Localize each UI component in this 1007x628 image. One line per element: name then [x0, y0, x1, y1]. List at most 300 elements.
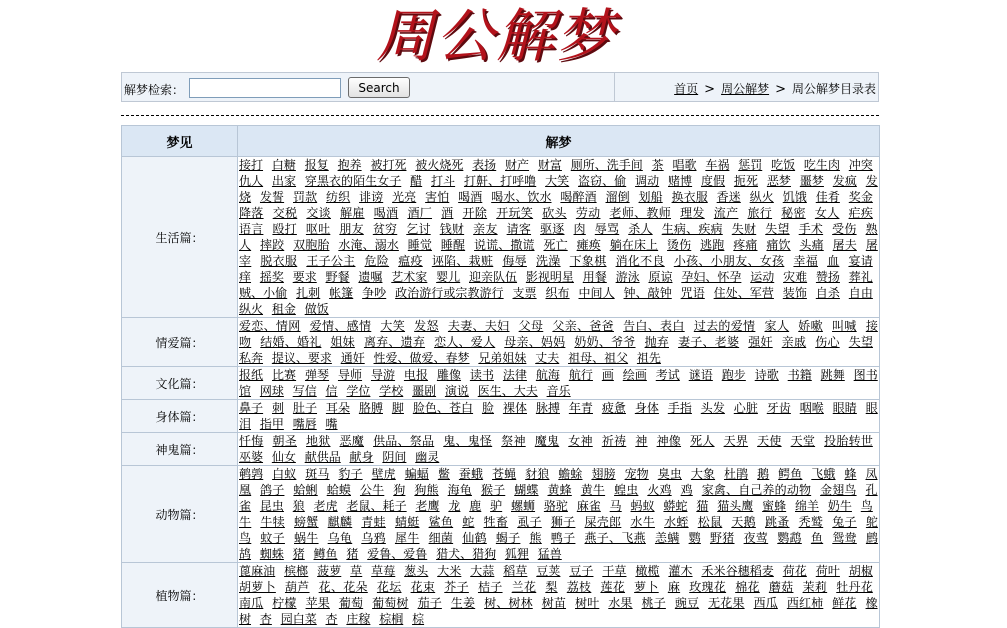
dream-link[interactable]: 蝎子 [495, 531, 521, 545]
dream-link[interactable]: 狗熊 [414, 483, 439, 497]
dream-link[interactable]: 麻雀 [576, 499, 601, 513]
dream-link[interactable]: 犀牛 [394, 531, 420, 545]
dream-link[interactable]: 斑马 [305, 467, 330, 481]
dream-link[interactable]: 孔雀 [239, 483, 878, 513]
dream-link[interactable]: 王子公主 [306, 254, 356, 268]
dream-link[interactable]: 呕吐 [305, 222, 331, 236]
dream-link[interactable]: 耳朵 [325, 401, 351, 415]
dream-link[interactable]: 草莓 [371, 564, 396, 578]
dream-link[interactable]: 头痛 [799, 238, 824, 252]
dream-link[interactable]: 饥饿 [782, 190, 807, 204]
dream-link[interactable]: 夫妻、夫妇 [447, 319, 510, 333]
dream-link[interactable]: 接吻 [239, 319, 878, 349]
dream-link[interactable]: 划船 [638, 190, 663, 204]
dream-link[interactable]: 蜘蛛 [259, 547, 284, 561]
dream-link[interactable]: 蜜蜂 [762, 499, 787, 513]
dream-link[interactable]: 蝙蝠 [404, 467, 429, 481]
dream-link[interactable]: 住处、军营 [713, 286, 774, 300]
dream-link[interactable]: 中间人 [578, 286, 615, 300]
dream-link[interactable]: 生病、疾病 [661, 222, 723, 236]
dream-link[interactable]: 柠檬 [272, 596, 297, 610]
dream-link[interactable]: 恶魔 [339, 434, 365, 448]
site-logo[interactable]: 周公解梦 [376, 2, 617, 70]
dream-link[interactable]: 水淹、溺水 [338, 238, 399, 252]
dream-link[interactable]: 醋 [410, 174, 423, 188]
dream-link[interactable]: 树苗 [541, 596, 567, 610]
dream-link[interactable]: 穿黑衣的陌生女子 [304, 174, 402, 188]
dream-link[interactable]: 书籍 [787, 368, 812, 382]
dream-link[interactable]: 屠夫 [832, 238, 857, 252]
dream-link[interactable]: 脚 [391, 401, 404, 415]
dream-link[interactable]: 杏 [325, 612, 338, 626]
dream-link[interactable]: 赞扬 [815, 270, 840, 284]
dream-link[interactable]: 医生、大夫 [477, 384, 538, 398]
dream-link[interactable]: 娇嗽 [798, 319, 823, 333]
dream-link[interactable]: 吃生肉 [803, 158, 840, 172]
dream-link[interactable]: 天堂 [790, 434, 816, 448]
dream-link[interactable]: 蛤蜊 [293, 483, 318, 497]
dream-link[interactable]: 赌博 [668, 174, 693, 188]
dream-link[interactable]: 飞蛾 [811, 467, 836, 481]
dream-link[interactable]: 财富 [537, 158, 562, 172]
dream-link[interactable]: 鳄鱼 [778, 467, 803, 481]
dream-link[interactable]: 花坛 [376, 580, 402, 594]
dream-link[interactable]: 父母 [518, 319, 544, 333]
dream-link[interactable]: 流产 [713, 206, 739, 220]
dream-link[interactable]: 壁虎 [371, 467, 396, 481]
dream-link[interactable]: 麒麟 [327, 515, 353, 529]
dream-link[interactable]: 开除 [462, 206, 488, 220]
dream-link[interactable]: 鼻子 [239, 401, 264, 415]
dream-link[interactable]: 发怒 [414, 319, 439, 333]
dream-link[interactable]: 肚子 [292, 401, 318, 415]
dream-link[interactable]: 鸭子 [550, 531, 576, 545]
dream-link[interactable]: 说谎、撒谎 [474, 238, 535, 252]
dream-link[interactable]: 园白菜 [280, 612, 317, 626]
dream-link[interactable]: 离弃、遗弃 [363, 335, 426, 349]
dream-link[interactable]: 女神 [568, 434, 593, 448]
dream-link[interactable]: 手指 [667, 401, 692, 415]
dream-link[interactable]: 比赛 [271, 368, 297, 382]
dream-link[interactable]: 砍头 [542, 206, 567, 220]
dream-link[interactable]: 用餐 [582, 270, 607, 284]
dream-link[interactable]: 葫芦 [284, 580, 310, 594]
dream-link[interactable]: 下象棋 [569, 254, 607, 268]
dream-link[interactable]: 葱头 [404, 564, 429, 578]
dream-link[interactable]: 翅膀 [591, 467, 616, 481]
dream-link[interactable]: 受伤 [832, 222, 857, 236]
dream-link[interactable]: 老鹰 [415, 499, 440, 513]
dream-link[interactable]: 写信 [292, 384, 317, 398]
dream-link[interactable]: 野猪 [709, 531, 735, 545]
dream-link[interactable]: 请客 [506, 222, 532, 236]
dream-link[interactable]: 狐狸 [504, 547, 529, 561]
dream-link[interactable]: 性爱、做爱、春梦 [373, 351, 470, 365]
dream-link[interactable]: 年青 [568, 401, 593, 415]
dream-link[interactable]: 蓖麻油 [239, 564, 276, 578]
dream-link[interactable]: 狗 [393, 483, 406, 497]
dream-link[interactable]: 换衣服 [671, 190, 708, 204]
dream-link[interactable]: 噩剧 [412, 384, 437, 398]
dream-link[interactable]: 菠萝 [317, 564, 342, 578]
dream-link[interactable]: 迎亲队伍 [469, 270, 518, 284]
dream-link[interactable]: 茉莉 [802, 580, 828, 594]
dream-link[interactable]: 老师、教师 [609, 206, 671, 220]
dream-link[interactable]: 水蛭 [664, 515, 689, 529]
dream-link[interactable]: 危险 [364, 254, 390, 268]
dream-link[interactable]: 失望 [848, 335, 873, 349]
dream-link[interactable]: 理发 [680, 206, 705, 220]
dream-link[interactable]: 稻草 [503, 564, 528, 578]
dream-link[interactable]: 桔子 [477, 580, 503, 594]
dream-link[interactable]: 阴间 [382, 450, 407, 464]
dream-link[interactable]: 巫婆 [239, 450, 264, 464]
dream-link[interactable]: 导师 [337, 368, 363, 382]
dream-link[interactable]: 橡树 [239, 596, 878, 626]
dream-link[interactable]: 考试 [655, 368, 680, 382]
dream-link[interactable]: 做饭 [304, 302, 329, 316]
dream-link[interactable]: 瘫痪 [576, 238, 601, 252]
dream-link[interactable]: 玫瑰花 [689, 580, 727, 594]
dream-link[interactable]: 猪 [292, 547, 305, 561]
dream-link[interactable]: 臭虫 [657, 467, 682, 481]
dream-link[interactable]: 鸳鸯 [832, 531, 857, 545]
dream-link[interactable]: 老虎 [313, 499, 338, 513]
dream-link[interactable]: 猎犬、猎狗 [436, 547, 497, 561]
dream-link[interactable]: 诽谤 [359, 190, 384, 204]
dream-link[interactable]: 祖母、祖父 [568, 351, 629, 365]
dream-link[interactable]: 法律 [502, 368, 527, 382]
dream-link[interactable]: 秃鹫 [798, 515, 824, 529]
dream-link[interactable]: 洗澡 [536, 254, 561, 268]
dream-link[interactable]: 牙齿 [766, 401, 791, 415]
dream-link[interactable]: 游泳 [615, 270, 640, 284]
dream-link[interactable]: 疲惫 [601, 401, 626, 415]
dream-link[interactable]: 父亲、爸爸 [552, 319, 614, 333]
dream-link[interactable]: 导游 [370, 368, 396, 382]
dream-link[interactable]: 树叶 [575, 596, 600, 610]
dream-link[interactable]: 庄稼 [346, 612, 371, 626]
dream-link[interactable]: 大象 [690, 467, 716, 481]
dream-link[interactable]: 诬陷、栽赃 [431, 254, 494, 268]
dream-link[interactable]: 贼、小偷 [239, 286, 288, 300]
dream-link[interactable]: 雕像 [436, 368, 462, 382]
dream-link[interactable]: 脸色、苍白 [412, 401, 474, 415]
dream-link[interactable]: 钟、敲钟 [623, 286, 672, 300]
dream-link[interactable]: 芥子 [444, 580, 469, 594]
dream-link[interactable]: 恶梦 [766, 174, 791, 188]
dream-link[interactable]: 供品、祭品 [373, 434, 435, 448]
dream-link[interactable]: 鸟 [860, 499, 873, 513]
dream-link[interactable]: 脸 [481, 401, 495, 415]
dream-link[interactable]: 告白、表白 [623, 319, 685, 333]
dream-link[interactable]: 蘑菇 [768, 580, 794, 594]
dream-link[interactable]: 跳舞 [820, 368, 845, 382]
dream-link[interactable]: 脱衣服 [260, 254, 298, 268]
dream-link[interactable]: 宠物 [624, 467, 649, 481]
dream-link[interactable]: 网球 [259, 384, 284, 398]
dream-link[interactable]: 摇奖 [259, 270, 284, 284]
dream-link[interactable]: 鳟鱼 [313, 547, 338, 561]
dream-link[interactable]: 心脏 [733, 401, 758, 415]
dream-link[interactable]: 恙螨 [654, 531, 680, 545]
dream-link[interactable]: 度假 [700, 174, 726, 188]
dream-link[interactable]: 交谈 [306, 206, 331, 220]
dream-link[interactable]: 织布 [545, 286, 570, 300]
dream-link[interactable]: 大蒜 [470, 564, 495, 578]
dream-link[interactable]: 开玩笑 [496, 206, 534, 220]
dream-link[interactable]: 绵羊 [795, 499, 820, 513]
dream-link[interactable]: 小孩、小朋友、女孩 [673, 254, 785, 268]
dream-link[interactable]: 打鼾、打呼噜 [463, 174, 537, 188]
dream-link[interactable]: 火鸡 [647, 483, 672, 497]
dream-link[interactable]: 猛兽 [537, 547, 562, 561]
dream-link[interactable]: 牲畜 [483, 515, 509, 529]
dream-link[interactable]: 痒 [239, 270, 252, 284]
dream-link[interactable]: 豆子 [569, 564, 594, 578]
breadcrumb-home-link[interactable]: 首页 [674, 82, 699, 96]
dream-link[interactable]: 摔跤 [260, 238, 285, 252]
dream-link[interactable]: 牛犊 [260, 515, 285, 529]
dream-link[interactable]: 冲突 [848, 158, 873, 172]
dream-link[interactable]: 鸽子 [260, 483, 285, 497]
dream-link[interactable]: 桃子 [641, 596, 666, 610]
dream-link[interactable]: 公牛 [359, 483, 385, 497]
dream-link[interactable]: 疼痛 [733, 238, 758, 252]
dream-link[interactable]: 结婚、婚礼 [260, 335, 322, 349]
dream-link[interactable]: 黄牛 [580, 483, 606, 497]
dream-link[interactable]: 胡萝卜 [239, 580, 276, 594]
dream-link[interactable]: 酒厂 [407, 206, 433, 220]
dream-link[interactable]: 荷花 [782, 564, 807, 578]
dream-link[interactable]: 通奸 [340, 351, 365, 365]
dream-link[interactable]: 祈祷 [601, 434, 627, 448]
dream-link[interactable]: 水果 [608, 596, 633, 610]
dream-link[interactable]: 表扬 [472, 158, 497, 172]
dream-link[interactable]: 被打死 [370, 158, 407, 172]
dream-link[interactable]: 大笑 [380, 319, 406, 333]
dream-link[interactable]: 荔枝 [566, 580, 592, 594]
dream-link[interactable]: 花束 [410, 580, 436, 594]
dream-link[interactable]: 白蚁 [272, 467, 297, 481]
dream-link[interactable]: 航行 [568, 368, 593, 382]
dream-link[interactable]: 地狱 [306, 434, 331, 448]
dream-link[interactable]: 裸体 [502, 401, 527, 415]
dream-link[interactable]: 豺狼 [525, 467, 550, 481]
dream-link[interactable]: 演说 [444, 384, 469, 398]
dream-link[interactable]: 茶 [651, 158, 664, 172]
dream-link[interactable]: 运动 [750, 270, 775, 284]
dream-link[interactable]: 祖先 [636, 351, 661, 365]
dream-link[interactable]: 接打 [239, 158, 264, 172]
dream-link[interactable]: 自杀 [815, 286, 840, 300]
dream-link[interactable]: 茄子 [417, 596, 442, 610]
dream-link[interactable]: 魔鬼 [534, 434, 560, 448]
dream-link[interactable]: 抛弃 [644, 335, 670, 349]
dream-link[interactable]: 罚款 [293, 190, 318, 204]
dream-link[interactable]: 家禽、自己养的动物 [701, 483, 812, 497]
dream-link[interactable]: 学校 [379, 384, 404, 398]
search-button[interactable]: Search [348, 77, 410, 98]
dream-link[interactable]: 发誓 [259, 190, 285, 204]
dream-link[interactable]: 葡萄树 [372, 596, 409, 610]
dream-link[interactable]: 喝酒 [458, 190, 483, 204]
dream-link[interactable]: 野餐 [325, 270, 350, 284]
dream-link[interactable]: 灾难 [783, 270, 808, 284]
dream-link[interactable]: 瘟疫 [398, 254, 423, 268]
dream-link[interactable]: 燕子、飞燕 [584, 531, 646, 545]
dream-link[interactable]: 莲花 [600, 580, 626, 594]
dream-link[interactable]: 婴儿 [436, 270, 461, 284]
dream-link[interactable]: 葬礼 [848, 270, 873, 284]
dream-link[interactable]: 提议、要求 [271, 351, 332, 365]
dream-link[interactable]: 螺蛳 [511, 499, 536, 513]
dream-link[interactable]: 跳蚤 [764, 515, 790, 529]
dream-link[interactable]: 钱财 [439, 222, 465, 236]
dream-link[interactable]: 棕 [412, 612, 425, 626]
dream-link[interactable]: 报纸 [239, 368, 264, 382]
dream-link[interactable]: 伤心 [815, 335, 840, 349]
dream-link[interactable]: 鱼 [810, 531, 824, 545]
dream-link[interactable]: 幽灵 [415, 450, 440, 464]
dream-link[interactable]: 天界 [723, 434, 749, 448]
dream-link[interactable]: 胡椒 [848, 564, 873, 578]
dream-link[interactable]: 过去的爱情 [693, 319, 756, 333]
dream-link[interactable]: 蛇 [462, 515, 475, 529]
dream-link[interactable]: 兰花 [511, 580, 537, 594]
dream-link[interactable]: 昆虫 [259, 499, 284, 513]
dream-link[interactable]: 贫穷 [372, 222, 398, 236]
dream-link[interactable]: 身体 [634, 401, 659, 415]
dream-link[interactable]: 音乐 [546, 384, 571, 398]
dream-link[interactable]: 电报 [403, 368, 429, 382]
dream-link[interactable]: 咒语 [680, 286, 705, 300]
dream-link[interactable]: 发烧 [239, 174, 878, 204]
dream-link[interactable]: 报复 [304, 158, 329, 172]
dream-link[interactable]: 妻子、老婆 [678, 335, 740, 349]
dream-link[interactable]: 胳膊 [358, 401, 383, 415]
dream-link[interactable]: 豹子 [338, 467, 363, 481]
dream-link[interactable]: 豆荚 [536, 564, 561, 578]
dream-link[interactable]: 躺在床上 [609, 238, 659, 252]
dream-link[interactable]: 亲友 [473, 222, 498, 236]
dream-link[interactable]: 螃蟹 [294, 515, 319, 529]
dream-link[interactable]: 龙 [448, 499, 461, 513]
dream-link[interactable]: 盗窃、偷 [578, 174, 627, 188]
dream-link[interactable]: 橄榄 [635, 564, 660, 578]
dream-link[interactable]: 手术 [798, 222, 824, 236]
dream-link[interactable]: 水牛 [630, 515, 655, 529]
dream-link[interactable]: 侮辱 [502, 254, 527, 268]
dream-link[interactable]: 诗歌 [754, 368, 779, 382]
dream-link[interactable]: 献身 [349, 450, 374, 464]
dream-link[interactable]: 鳖 [437, 467, 450, 481]
dream-link[interactable]: 佳肴 [815, 190, 840, 204]
dream-link[interactable]: 猪 [346, 547, 359, 561]
dream-link[interactable]: 眼泪 [239, 401, 878, 431]
dream-link[interactable]: 劳动 [575, 206, 601, 220]
dream-link[interactable]: 被火烧死 [415, 158, 464, 172]
dream-link[interactable]: 奖金 [848, 190, 873, 204]
dream-link[interactable]: 蚊子 [260, 531, 285, 545]
dream-link[interactable]: 影视明星 [525, 270, 574, 284]
dream-link[interactable]: 凤凰 [239, 467, 878, 497]
dream-link[interactable]: 神像 [656, 434, 682, 448]
dream-link[interactable]: 细菌 [428, 531, 454, 545]
dream-link[interactable]: 失财 [731, 222, 757, 236]
dream-link[interactable]: 政治游行或宗教游行 [395, 286, 504, 300]
dream-link[interactable]: 生姜 [450, 596, 476, 610]
dream-link[interactable]: 苍蝇 [492, 467, 517, 481]
dream-link[interactable]: 争吵 [362, 286, 387, 300]
dream-link[interactable]: 死亡 [543, 238, 568, 252]
dream-link[interactable]: 亲戚 [781, 335, 807, 349]
dream-link[interactable]: 艺术家 [391, 270, 428, 284]
dream-link[interactable]: 咽喉 [799, 401, 824, 415]
dream-link[interactable]: 遗嘱 [358, 270, 383, 284]
dream-link[interactable]: 航海 [535, 368, 560, 382]
dream-link[interactable]: 猴子 [480, 483, 506, 497]
dream-link[interactable]: 失望 [765, 222, 790, 236]
dream-link[interactable]: 驱逐 [540, 222, 565, 236]
dream-link[interactable]: 租金 [271, 302, 296, 316]
dream-link[interactable]: 财产 [505, 158, 530, 172]
dream-link[interactable]: 树、树林 [484, 596, 533, 610]
dream-link[interactable]: 天使 [757, 434, 782, 448]
dream-link[interactable]: 猫头鹰 [717, 499, 754, 513]
dream-link[interactable]: 鲜花 [832, 596, 857, 610]
dream-link[interactable]: 蟾蜍 [558, 467, 583, 481]
dream-link[interactable]: 荷叶 [815, 564, 840, 578]
dream-link[interactable]: 交税 [272, 206, 298, 220]
dream-link[interactable]: 绘画 [622, 368, 647, 382]
dream-link[interactable]: 学位 [346, 384, 371, 398]
dream-link[interactable]: 读书 [469, 368, 494, 382]
dream-link[interactable]: 灌木 [668, 564, 693, 578]
dream-link[interactable]: 蜻蜓 [394, 515, 420, 529]
dream-link[interactable]: 信 [325, 384, 338, 398]
dream-link[interactable]: 蛤蟆 [326, 483, 351, 497]
dream-link[interactable]: 强奸 [748, 335, 773, 349]
dream-link[interactable]: 女人 [814, 206, 840, 220]
dream-link[interactable]: 白糖 [271, 158, 296, 172]
dream-link[interactable]: 语言 [239, 222, 264, 236]
dream-link[interactable]: 嘴 [325, 417, 338, 431]
dream-link[interactable]: 自由 [848, 286, 873, 300]
dream-link[interactable]: 忏悔 [239, 434, 264, 448]
dream-link[interactable]: 宴请 [848, 254, 873, 268]
dream-link[interactable]: 大米 [437, 564, 462, 578]
dream-link[interactable]: 扼死 [733, 174, 759, 188]
dream-link[interactable]: 死人 [690, 434, 715, 448]
dream-link[interactable]: 疟疾 [848, 206, 873, 220]
dream-link[interactable]: 抱养 [337, 158, 362, 172]
dream-link[interactable]: 奶牛 [827, 499, 852, 513]
dream-link[interactable]: 母亲、妈妈 [504, 335, 566, 349]
dream-link[interactable]: 投胎转世 [824, 434, 873, 448]
dream-link[interactable]: 乌鸦 [361, 531, 386, 545]
dream-link[interactable]: 狮子 [550, 515, 576, 529]
dream-link[interactable]: 烫伤 [667, 238, 692, 252]
dream-link[interactable]: 猫 [696, 499, 709, 513]
dream-link[interactable]: 兔子 [832, 515, 857, 529]
dream-link[interactable]: 祭神 [501, 434, 526, 448]
dream-link[interactable]: 献供品 [304, 450, 341, 464]
dream-link[interactable]: 血 [827, 254, 840, 268]
dream-link[interactable]: 槟榔 [284, 564, 309, 578]
dream-link[interactable]: 肉 [573, 222, 586, 236]
dream-link[interactable]: 睡觉 [407, 238, 432, 252]
